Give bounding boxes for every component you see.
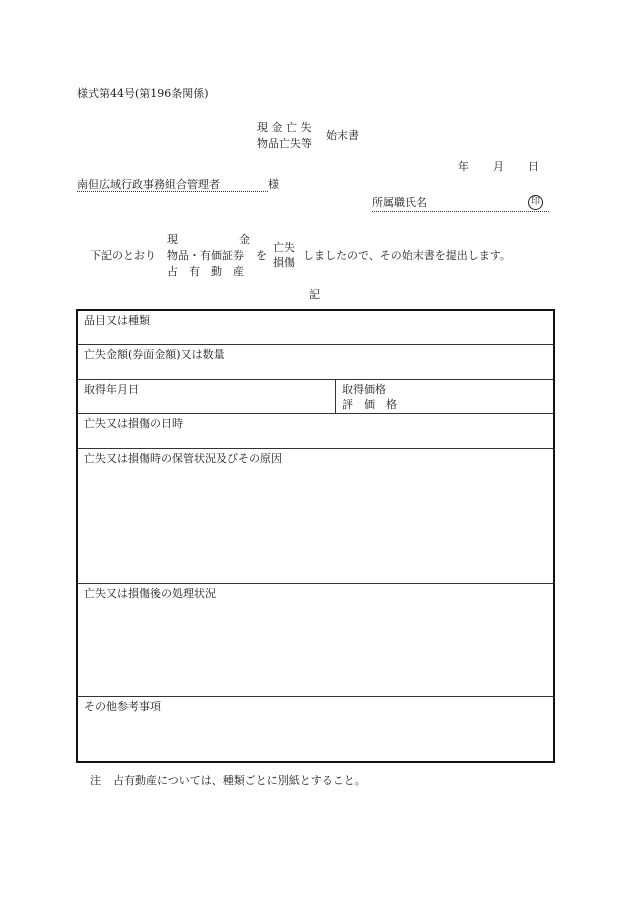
statement-item-cash-a: 現 — [167, 233, 178, 246]
label-cause: 亡失又は損傷時の保管状況及びその原因 — [84, 452, 282, 465]
date-day-label: 日 — [528, 160, 539, 173]
label-other: その他参考事項 — [84, 700, 161, 713]
label-acquired-price: 取得価格 — [342, 383, 386, 396]
row-acquisition — [78, 380, 553, 414]
label-incident-date: 亡失又は損傷の日時 — [84, 417, 183, 430]
sender-line — [372, 197, 549, 212]
row-incident-date — [78, 414, 553, 449]
statement-prefix: 下記のとおり — [90, 249, 156, 262]
ki-mark: 記 — [309, 288, 320, 301]
row-cause — [78, 449, 553, 584]
label-amount: 亡失金額(券面金額)又は数量 — [84, 348, 225, 361]
row-other — [78, 697, 553, 761]
label-item-type: 品目又は種類 — [84, 314, 150, 327]
statement-damage: 損傷 — [273, 256, 295, 269]
statement-loss: 亡失 — [273, 241, 295, 254]
row-item-type — [78, 311, 553, 345]
statement-suffix: しましたので、その始末書を提出します。 — [303, 249, 511, 262]
title-stack-top: 現 金 亡 失 — [257, 121, 312, 134]
statement-item-cash-b: 金 — [239, 233, 250, 246]
incident-table — [76, 309, 555, 763]
addressee-line — [77, 179, 279, 190]
label-acquired-date: 取得年月日 — [84, 383, 139, 396]
statement-item-movables: 占 有 動 産 — [167, 265, 244, 278]
addressee-name: 南但広域行政事務組合管理者 — [77, 178, 268, 192]
note-mark: 注 — [90, 774, 101, 787]
note-text: 占有動産については、種類ごとに別紙とすること。 — [113, 774, 366, 787]
date-year-label: 年 — [458, 160, 469, 173]
acquisition-divider — [335, 380, 336, 413]
title-suffix: 始末書 — [326, 129, 359, 142]
row-amount — [78, 345, 553, 380]
seal-mark: 印 — [528, 195, 543, 210]
addressee-honorific: 様 — [268, 178, 279, 191]
date-month-label: 月 — [493, 160, 504, 173]
label-appraised-price: 評 価 格 — [342, 398, 397, 411]
row-handling — [78, 584, 553, 697]
statement-particle: を — [256, 249, 267, 262]
sender-label: 所属職氏名 — [372, 196, 427, 209]
form-number: 様式第44号(第196条関係) — [77, 87, 209, 100]
title-stack-bottom: 物品亡失等 — [257, 137, 312, 150]
label-handling: 亡失又は損傷後の処理状況 — [84, 587, 216, 600]
statement-item-goods: 物品・有価証券 — [167, 249, 244, 262]
